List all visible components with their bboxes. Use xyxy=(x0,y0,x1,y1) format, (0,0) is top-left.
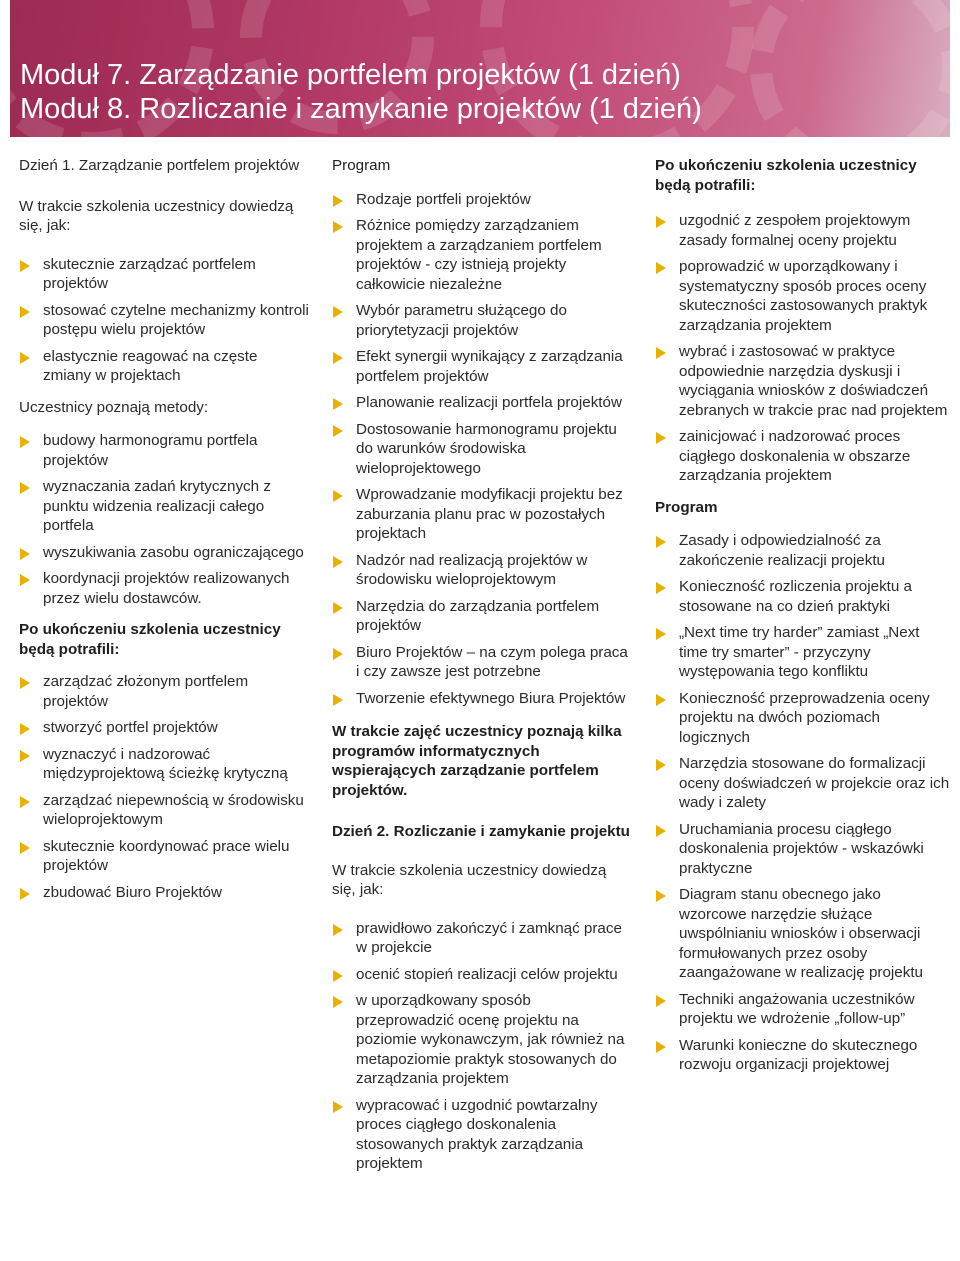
list-item: budowy harmonogramu portfela projektów xyxy=(19,431,309,470)
intro-text: W trakcie szkolenia uczestnicy dowiedzą się, jak: xyxy=(19,197,294,234)
day-2-heading: Dzień 2. Rozliczanie i zamykanie projektu xyxy=(332,823,630,840)
triangle-bullet-icon xyxy=(20,574,30,586)
triangle-bullet-icon xyxy=(333,352,343,364)
header-banner xyxy=(10,0,950,137)
triangle-bullet-icon xyxy=(656,694,666,706)
title-line-2: Moduł 8. Rozliczanie i zamykanie projektów (1 dzień) xyxy=(20,93,702,125)
list-item: prawidłowo zakończyć i zamknąć prace w projekcie xyxy=(332,919,632,958)
list-item: koordynacji projektów realizowanych przez wielu dostawców. xyxy=(19,569,309,608)
triangle-bullet-icon xyxy=(20,677,30,689)
triangle-bullet-icon xyxy=(333,556,343,568)
triangle-bullet-icon xyxy=(20,750,30,762)
list-item: Uruchamiania procesu ciągłego doskonalenia projektów - wskazówki praktyczne xyxy=(655,820,951,879)
after-training-heading: Po ukończeniu szkolenia uczestnicy będą potrafili: xyxy=(19,621,281,658)
triangle-bullet-icon xyxy=(20,306,30,318)
list-item: Warunki konieczne do skutecznego rozwoju organizacji projektowej xyxy=(655,1036,951,1075)
software-note: W trakcie zajęć uczestnicy poznają kilka programów informatycznych wspierających zarządzanie portfelem projektów. xyxy=(332,723,622,799)
list-item: wyszukiwania zasobu ograniczającego xyxy=(19,543,309,563)
list-item: zarządzać złożonym portfelem projektów xyxy=(19,672,309,711)
triangle-bullet-icon xyxy=(333,195,343,207)
triangle-bullet-icon xyxy=(20,842,30,854)
program-heading: Program xyxy=(655,498,718,516)
list-item: zbudować Biuro Projektów xyxy=(19,883,309,903)
list-item: Zasady i odpowiedzialność za zakończenie realizacji projektu xyxy=(655,531,951,570)
skills-list xyxy=(655,211,951,486)
triangle-bullet-icon xyxy=(20,796,30,808)
triangle-bullet-icon xyxy=(656,432,666,444)
list-item: wyznaczyć i nadzorować międzyprojektową ścieżkę krytyczną xyxy=(19,745,309,784)
list-item: skutecznie koordynować prace wielu projektów xyxy=(19,837,309,876)
gear-decoration-icon xyxy=(750,0,950,137)
list-item: Rodzaje portfeli projektów xyxy=(332,190,632,210)
list-item: wypracować i uzgodnić powtarzalny proces ciągłego doskonalenia stosowanych praktyk zarządzania projektem xyxy=(332,1096,632,1174)
list-item: w uporządkowany sposób przeprowadzić ocenę projektu na poziomie wykonawczym, jak również na metapoziomie praktyk stosowanych do zarządzania projektem xyxy=(332,991,632,1089)
intro-list xyxy=(19,255,309,386)
list-item: wyznaczania zadań krytycznych z punktu widzenia realizacji całego portfela xyxy=(19,477,309,536)
triangle-bullet-icon xyxy=(333,694,343,706)
triangle-bullet-icon xyxy=(333,1101,343,1113)
triangle-bullet-icon xyxy=(333,996,343,1008)
triangle-bullet-icon xyxy=(656,347,666,359)
list-item: Efekt synergii wynikający z zarządzania portfelem projektów xyxy=(332,347,632,386)
triangle-bullet-icon xyxy=(656,628,666,640)
day-1-heading: Dzień 1. Zarządzanie portfelem projektów xyxy=(19,157,300,174)
triangle-bullet-icon xyxy=(333,970,343,982)
triangle-bullet-icon xyxy=(656,216,666,228)
triangle-bullet-icon xyxy=(333,398,343,410)
list-item: ocenić stopień realizacji celów projektu xyxy=(332,965,632,985)
list-item: Narzędzia do zarządzania portfelem projektów xyxy=(332,597,632,636)
triangle-bullet-icon xyxy=(333,924,343,936)
list-item: wybrać i zastosować w praktyce odpowiednie narzędzia dyskusji i wyciągania wniosków z doświadczeń zebranych w trakcie prac nad projektem xyxy=(655,342,951,420)
list-item: stosować czytelne mechanizmy kontroli postępu wielu projektów xyxy=(19,301,309,340)
list-item: zainicjować i nadzorować proces ciągłego doskonalenia w obszarze zarządzania projektem xyxy=(655,427,951,486)
list-item: elastycznie reagować na częste zmiany w projektach xyxy=(19,347,309,386)
list-item: Diagram stanu obecnego jako wzorcowe narzędzie służące uwspólnianiu wniosków i obserwacji formułowanych przez osoby zaangażowane w realizację projektu xyxy=(655,885,951,983)
triangle-bullet-icon xyxy=(20,548,30,560)
list-item: Planowanie realizacji portfela projektów xyxy=(332,393,632,413)
list-item: Techniki angażowania uczestników projektu we wdrożenie „follow-up” xyxy=(655,990,951,1029)
list-item: Wprowadzanie modyfikacji projektu bez zaburzania planu prac w pozostałych projektach xyxy=(332,485,632,544)
list-item: poprowadzić w uporządkowany i systematyczny sposób proces oceny skuteczności zastosowanych praktyk zarządzania projektem xyxy=(655,257,951,335)
list-item: Narzędzia stosowane do formalizacji oceny doświadczeń w projekcie oraz ich wady i zalety xyxy=(655,754,951,813)
triangle-bullet-icon xyxy=(656,759,666,771)
triangle-bullet-icon xyxy=(333,221,343,233)
triangle-bullet-icon xyxy=(656,262,666,274)
page-title xyxy=(20,58,702,126)
column-3 xyxy=(655,156,951,1087)
list-item: Nadzór nad realizacją projektów w środowisku wieloprojektowym xyxy=(332,551,632,590)
list-item: Różnice pomiędzy zarządzaniem projektem a zarządzaniem portfelem projektów - czy istnieją projekty całkowicie niezależne xyxy=(332,216,632,294)
methods-intro: Uczestnicy poznają metody: xyxy=(19,398,209,416)
after-training-heading: Po ukończeniu szkolenia uczestnicy będą potrafili: xyxy=(655,157,917,194)
list-item: Dostosowanie harmonogramu projektu do warunków środowiska wieloprojektowego xyxy=(332,420,632,479)
triangle-bullet-icon xyxy=(20,482,30,494)
triangle-bullet-icon xyxy=(333,602,343,614)
list-item: Wybór parametru służącego do priorytetyzacji projektów xyxy=(332,301,632,340)
list-item: Tworzenie efektywnego Biura Projektów xyxy=(332,689,632,709)
skills-list xyxy=(19,672,309,902)
triangle-bullet-icon xyxy=(20,352,30,364)
triangle-bullet-icon xyxy=(333,490,343,502)
column-2 xyxy=(332,156,632,1186)
triangle-bullet-icon xyxy=(656,582,666,594)
triangle-bullet-icon xyxy=(656,890,666,902)
day-2-intro: W trakcie szkolenia uczestnicy dowiedzą się, jak: xyxy=(332,861,607,898)
triangle-bullet-icon xyxy=(333,648,343,660)
list-item: zarządzać niepewnością w środowisku wieloprojektowym xyxy=(19,791,309,830)
list-item: uzgodnić z zespołem projektowym zasady formalnej oceny projektu xyxy=(655,211,951,250)
triangle-bullet-icon xyxy=(333,425,343,437)
triangle-bullet-icon xyxy=(20,723,30,735)
methods-list xyxy=(19,431,309,608)
column-1 xyxy=(19,156,309,914)
list-item: Konieczność rozliczenia projektu a stosowane na co dzień praktyki xyxy=(655,577,951,616)
triangle-bullet-icon xyxy=(20,888,30,900)
list-item: skutecznie zarządzać portfelem projektów xyxy=(19,255,309,294)
list-item: stworzyć portfel projektów xyxy=(19,718,309,738)
triangle-bullet-icon xyxy=(656,1041,666,1053)
program-heading: Program xyxy=(332,157,391,174)
program-list xyxy=(655,531,951,1075)
day-2-list xyxy=(332,919,632,1174)
list-item: Konieczność przeprowadzenia oceny projektu na dwóch poziomach logicznych xyxy=(655,689,951,748)
triangle-bullet-icon xyxy=(20,260,30,272)
list-item: Biuro Projektów – na czym polega praca i czy zawsze jest potrzebne xyxy=(332,643,632,682)
triangle-bullet-icon xyxy=(20,436,30,448)
title-line-1: Moduł 7. Zarządzanie portfelem projektów (1 dzień) xyxy=(20,59,681,91)
list-item: „Next time try harder” zamiast „Next time try smarter” - przyczyny występowania tego konfliktu xyxy=(655,623,951,682)
triangle-bullet-icon xyxy=(656,825,666,837)
triangle-bullet-icon xyxy=(333,306,343,318)
triangle-bullet-icon xyxy=(656,536,666,548)
program-list xyxy=(332,190,632,709)
triangle-bullet-icon xyxy=(656,995,666,1007)
